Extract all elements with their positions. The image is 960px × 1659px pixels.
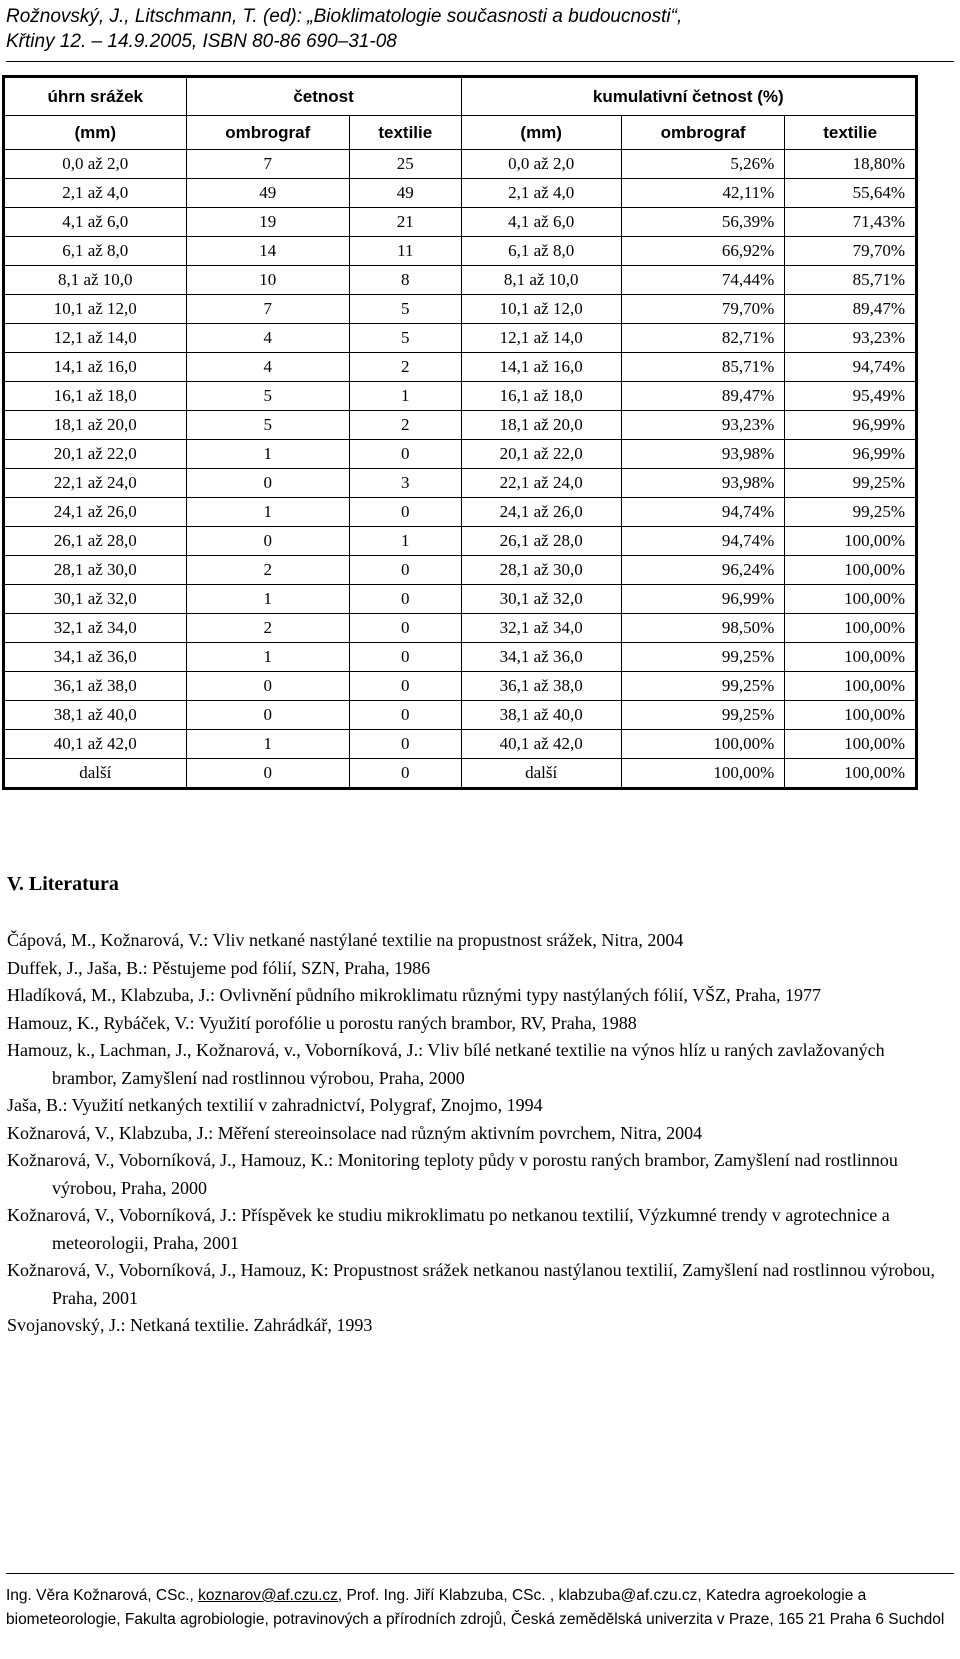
table-cell: 8,1 až 10,0: [4, 266, 187, 295]
table-cell: 6,1 až 8,0: [461, 237, 621, 266]
table-cell: 5,26%: [621, 150, 784, 179]
table-cell: 100,00%: [785, 730, 917, 759]
table-cell: 95,49%: [785, 382, 917, 411]
table-row: [4, 585, 917, 614]
table-cell: 2,1 až 4,0: [461, 179, 621, 208]
table-row: [4, 411, 917, 440]
table-cell: 79,70%: [621, 295, 784, 324]
table-cell: 99,25%: [621, 701, 784, 730]
reference-entry: Hamouz, k., Lachman, J., Kožnarová, v., Voborníková, J.: Vliv bílé netkané textilie na výnos hlíz u raných zavlažovaných brambor, Zamyšlení nad rostlinnou výrobou, Praha, 2000: [7, 1040, 885, 1088]
running-header: [6, 4, 956, 54]
header-cell: úhrn srážek: [4, 77, 187, 116]
table-cell: 4: [186, 324, 349, 353]
table-cell: 14: [186, 237, 349, 266]
table-cell: 11: [350, 237, 462, 266]
table-cell: 7: [186, 150, 349, 179]
table-row: [4, 672, 917, 701]
table-cell: 1: [350, 527, 462, 556]
table-cell: 85,71%: [621, 353, 784, 382]
table-cell: 3: [350, 469, 462, 498]
header-cell: (mm): [4, 116, 187, 150]
table-row: [4, 208, 917, 237]
reference-entry: Kožnarová, V., Voborníková, J., Hamouz, K: Propustnost srážek netkanou nastýlanou textilií, Zamyšlení nad rostlinnou výrobou, Praha, 2001: [7, 1260, 936, 1308]
table-cell: 40,1 až 42,0: [461, 730, 621, 759]
table-cell: 16,1 až 18,0: [461, 382, 621, 411]
table-cell: 0: [350, 556, 462, 585]
table-cell: další: [461, 759, 621, 789]
table-row: [4, 179, 917, 208]
table-cell: 30,1 až 32,0: [461, 585, 621, 614]
table-cell: 20,1 až 22,0: [461, 440, 621, 469]
table-cell: 100,00%: [785, 527, 917, 556]
footer-text: Ing. Věra Kožnarová, CSc.,: [6, 1587, 199, 1604]
table-cell: 0: [350, 672, 462, 701]
reference-entry: Hladíková, M., Klabzuba, J.: Ovlivnění půdního mikroklimatu různými typy nastýlaných fólií, VŠZ, Praha, 1977: [7, 985, 822, 1005]
table-cell: 98,50%: [621, 614, 784, 643]
table-cell: 36,1 až 38,0: [461, 672, 621, 701]
reference-entry: Čápová, M., Kožnarová, V.: Vliv netkané nastýlané textilie na propustnost srážek, Nitra, 2004: [7, 930, 684, 950]
table-cell: 7: [186, 295, 349, 324]
table-row: [4, 759, 917, 789]
table-cell: 100,00%: [621, 759, 784, 789]
table-cell: 8: [350, 266, 462, 295]
table-cell: 2: [186, 556, 349, 585]
header-line-2: Křtiny 12. – 14.9.2005, ISBN 80-86 690–31-08: [6, 31, 397, 52]
table-cell: 22,1 až 24,0: [4, 469, 187, 498]
header-cell: ombrograf: [186, 116, 349, 150]
table-cell: 0: [186, 527, 349, 556]
table-cell: 32,1 až 34,0: [461, 614, 621, 643]
table-cell: 99,25%: [621, 643, 784, 672]
table-cell: 1: [186, 585, 349, 614]
table-row: [4, 469, 917, 498]
table-cell: 26,1 až 28,0: [461, 527, 621, 556]
table-cell: 16,1 až 18,0: [4, 382, 187, 411]
table-cell: 24,1 až 26,0: [461, 498, 621, 527]
precipitation-frequency-table: [2, 75, 918, 790]
table-row: [4, 150, 917, 179]
header-cell: četnost: [186, 77, 461, 116]
table-cell: 38,1 až 40,0: [4, 701, 187, 730]
table-cell: 1: [186, 498, 349, 527]
table-cell: 100,00%: [785, 759, 917, 789]
table-cell: 93,23%: [621, 411, 784, 440]
table-row: [4, 643, 917, 672]
header-line-1: Rožnovský, J., Litschmann, T. (ed): „Bioklimatologie současnosti a budoucnosti“,: [6, 6, 683, 27]
table-cell: 99,25%: [785, 469, 917, 498]
table-cell: 42,11%: [621, 179, 784, 208]
table-cell: 55,64%: [785, 179, 917, 208]
header-cell: kumulativní četnost (%): [461, 77, 916, 116]
reference-entry: Hamouz, K., Rybáček, V.: Využití porofólie u porostu raných brambor, RV, Praha, 1988: [7, 1012, 637, 1033]
table-row: [4, 382, 917, 411]
table-cell: 12,1 až 14,0: [461, 324, 621, 353]
table-cell: 0: [350, 643, 462, 672]
table-cell: 74,44%: [621, 266, 784, 295]
table-row: [4, 295, 917, 324]
table-row: [4, 498, 917, 527]
table-cell: 24,1 až 26,0: [4, 498, 187, 527]
table-cell: 40,1 až 42,0: [4, 730, 187, 759]
table-cell: 0: [186, 672, 349, 701]
table-cell: 0: [186, 759, 349, 789]
table-cell: 71,43%: [785, 208, 917, 237]
table-cell: 0: [350, 614, 462, 643]
reference-entry: Jaša, B.: Využití netkaných textilií v zahradnictví, Polygraf, Znojmo, 1994: [7, 1095, 543, 1115]
table-header-row-2: [4, 116, 917, 150]
table-cell: 4,1 až 6,0: [461, 208, 621, 237]
table-cell: 82,71%: [621, 324, 784, 353]
table-cell: 2: [350, 411, 462, 440]
table-cell: 38,1 až 40,0: [461, 701, 621, 730]
table-row: [4, 556, 917, 585]
table-cell: 20,1 až 22,0: [4, 440, 187, 469]
table-cell: 2: [350, 353, 462, 382]
author-footer: [6, 1584, 954, 1632]
table-cell: 4,1 až 6,0: [4, 208, 187, 237]
table-cell: 0: [350, 701, 462, 730]
header-cell: ombrograf: [621, 116, 784, 150]
table-cell: 85,71%: [785, 266, 917, 295]
table-cell: 49: [186, 179, 349, 208]
table-cell: 2: [186, 614, 349, 643]
table-cell: 22,1 až 24,0: [461, 469, 621, 498]
table-cell: 0: [350, 498, 462, 527]
table-cell: 10,1 až 12,0: [461, 295, 621, 324]
table-cell: 32,1 až 34,0: [4, 614, 187, 643]
table-cell: 26,1 až 28,0: [4, 527, 187, 556]
table-cell: 94,74%: [621, 527, 784, 556]
table-row: [4, 701, 917, 730]
table-cell: 28,1 až 30,0: [461, 556, 621, 585]
table-cell: 28,1 až 30,0: [4, 556, 187, 585]
literature-heading: V. Literatura: [7, 873, 119, 895]
reference-entry: Kožnarová, V., Voborníková, J.: Příspěvek ke studiu mikroklimatu po netkanou textilií, Výzkumné trendy v agrotechnice a meteorologii, Praha, 2001: [7, 1205, 890, 1253]
table-cell: 19: [186, 208, 349, 237]
table-cell: 100,00%: [785, 701, 917, 730]
table-cell: 0: [350, 759, 462, 789]
reference-entry: Duffek, J., Jaša, B.: Pěstujeme pod fólií, SZN, Praha, 1986: [7, 957, 431, 978]
table-cell: 0: [350, 585, 462, 614]
table-cell: 12,1 až 14,0: [4, 324, 187, 353]
table-cell: 79,70%: [785, 237, 917, 266]
table-row: [4, 266, 917, 295]
table-cell: 100,00%: [785, 614, 917, 643]
table-cell: 2,1 až 4,0: [4, 179, 187, 208]
table-cell: 1: [186, 643, 349, 672]
reference-entry: Kožnarová, V., Voborníková, J., Hamouz, K.: Monitoring teploty půdy v porostu raných brambor, Zamyšlení nad rostlinnou výrobou, Praha, 2000: [7, 1150, 898, 1198]
table-cell: 8,1 až 10,0: [461, 266, 621, 295]
table-header-row-1: [4, 77, 917, 116]
table-cell: 18,80%: [785, 150, 917, 179]
table-cell: 100,00%: [785, 643, 917, 672]
table-cell: 5: [186, 382, 349, 411]
table-cell: 49: [350, 179, 462, 208]
table-cell: 89,47%: [785, 295, 917, 324]
table-cell: 93,23%: [785, 324, 917, 353]
table-cell: 66,92%: [621, 237, 784, 266]
table-cell: 1: [186, 730, 349, 759]
table-cell: 0: [350, 440, 462, 469]
table-cell: 96,99%: [621, 585, 784, 614]
reference-list: [7, 927, 952, 1340]
table-cell: 5: [350, 324, 462, 353]
header-cell: textilie: [785, 116, 917, 150]
table-cell: 34,1 až 36,0: [4, 643, 187, 672]
table-cell: 14,1 až 16,0: [4, 353, 187, 382]
author-email-link[interactable]: koznarov@af.czu.cz: [198, 1587, 338, 1604]
table-row: [4, 353, 917, 382]
table-row: [4, 237, 917, 266]
footer-text: , Prof. Ing. Jiří Klabzuba, CSc. , klabzuba@af.czu.cz, Katedra agroekologie a biometeorologie, Fakulta agrobiologie, potravinových a přírodních zdrojů, Česká zemědělská univerzita v Praze, 165 21 Praha 6 Suchdol: [6, 1587, 945, 1628]
table-cell: 89,47%: [621, 382, 784, 411]
table-cell: 0: [186, 469, 349, 498]
table-cell: 100,00%: [621, 730, 784, 759]
header-cell: (mm): [461, 116, 621, 150]
table-cell: 96,99%: [785, 411, 917, 440]
table-cell: 6,1 až 8,0: [4, 237, 187, 266]
table-row: [4, 614, 917, 643]
table-row: [4, 324, 917, 353]
table-cell: 34,1 až 36,0: [461, 643, 621, 672]
table-cell: 100,00%: [785, 585, 917, 614]
table-cell: 99,25%: [785, 498, 917, 527]
table-cell: 25: [350, 150, 462, 179]
reference-entry: Kožnarová, V., Klabzuba, J.: Měření stereoinsolace nad různým aktivním povrchem, Nitra, 2004: [7, 1122, 703, 1143]
table-cell: 14,1 až 16,0: [461, 353, 621, 382]
table-cell: 0,0 až 2,0: [4, 150, 187, 179]
table-cell: 21: [350, 208, 462, 237]
table-cell: 100,00%: [785, 556, 917, 585]
table-cell: další: [4, 759, 187, 789]
table-cell: 5: [186, 411, 349, 440]
table-cell: 10,1 až 12,0: [4, 295, 187, 324]
table-cell: 94,74%: [785, 353, 917, 382]
table-cell: 18,1 až 20,0: [4, 411, 187, 440]
table-cell: 1: [350, 382, 462, 411]
reference-entry: Svojanovský, J.: Netkaná textilie. Zahrádkář, 1993: [7, 1315, 373, 1335]
table-cell: 36,1 až 38,0: [4, 672, 187, 701]
table-cell: 18,1 až 20,0: [461, 411, 621, 440]
table-cell: 0: [186, 701, 349, 730]
table-cell: 5: [350, 295, 462, 324]
footer-rule: [6, 1573, 954, 1574]
table-cell: 4: [186, 353, 349, 382]
table-cell: 99,25%: [621, 672, 784, 701]
table-cell: 0,0 až 2,0: [461, 150, 621, 179]
table-cell: 56,39%: [621, 208, 784, 237]
table-cell: 94,74%: [621, 498, 784, 527]
table-row: [4, 730, 917, 759]
table-cell: 10: [186, 266, 349, 295]
table-cell: 100,00%: [785, 672, 917, 701]
header-cell: textilie: [350, 116, 462, 150]
table-cell: 1: [186, 440, 349, 469]
table-cell: 93,98%: [621, 469, 784, 498]
table-cell: 96,24%: [621, 556, 784, 585]
table-row: [4, 527, 917, 556]
header-rule: [6, 61, 954, 62]
table-cell: 96,99%: [785, 440, 917, 469]
table-row: [4, 440, 917, 469]
table-cell: 0: [350, 730, 462, 759]
table-cell: 30,1 až 32,0: [4, 585, 187, 614]
table-cell: 93,98%: [621, 440, 784, 469]
